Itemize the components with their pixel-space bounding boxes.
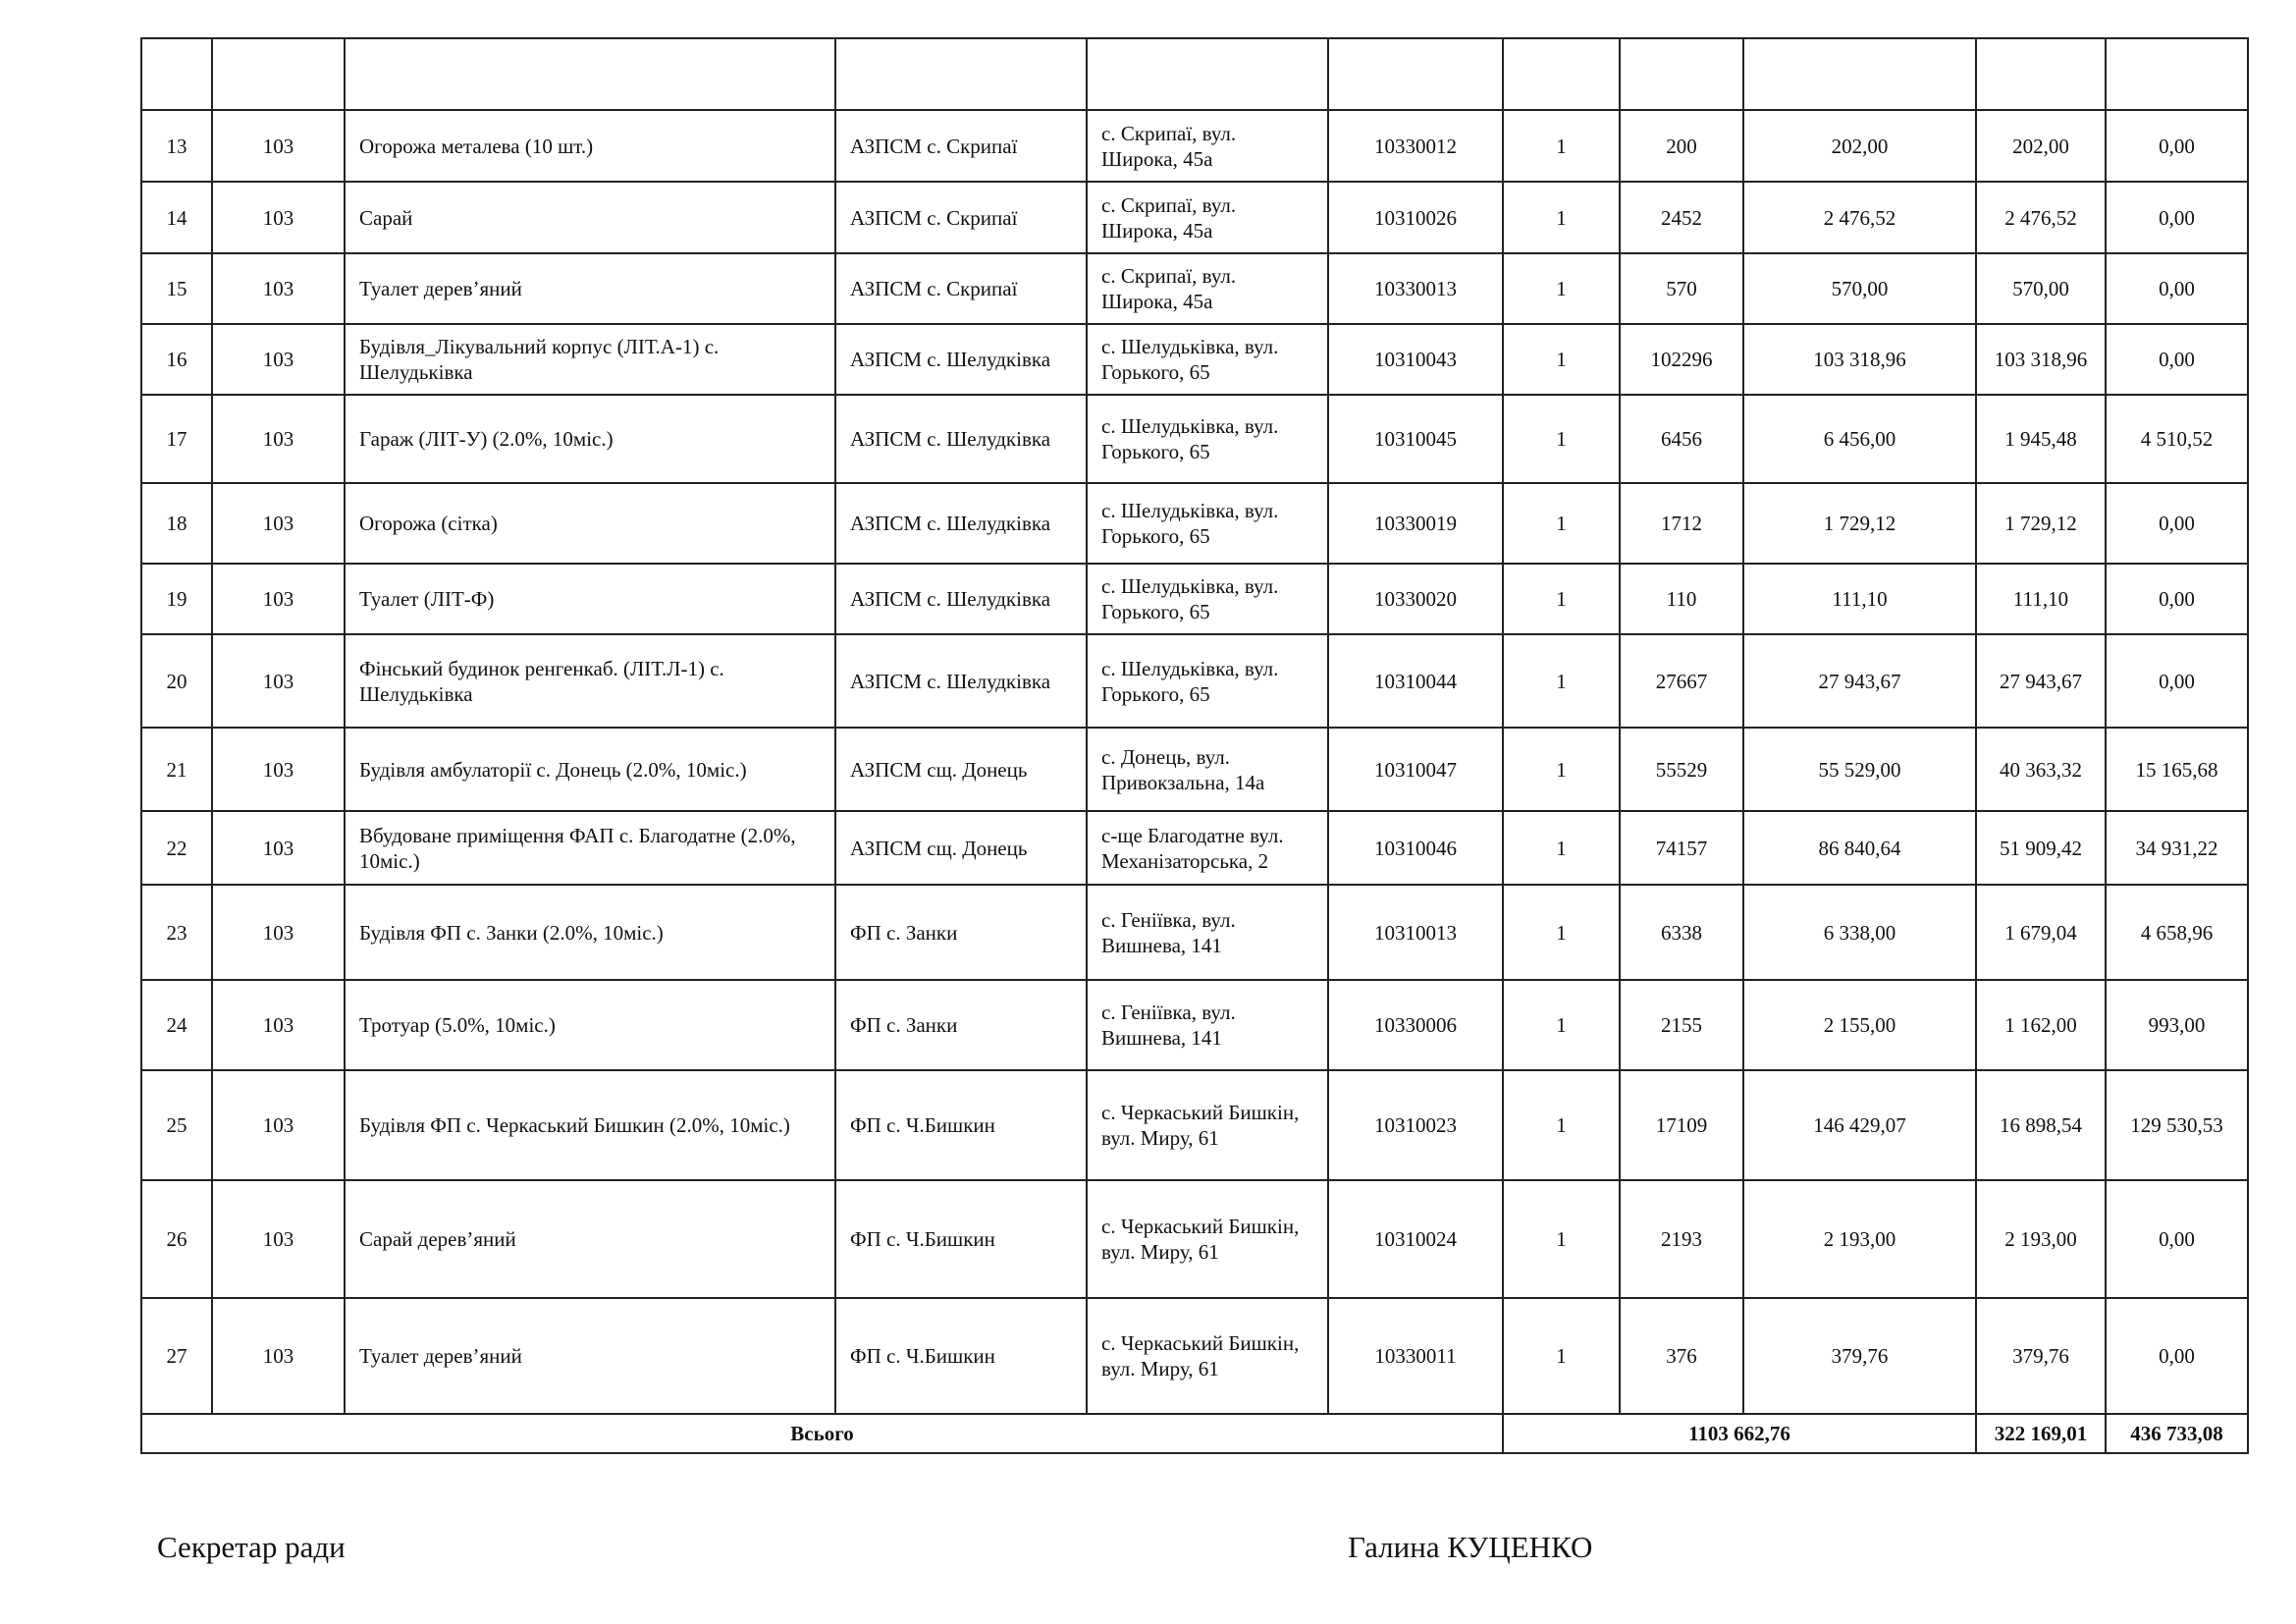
table-row xyxy=(141,324,2248,395)
address-cell: с. Геніївка, вул. Вишнева, 141 xyxy=(1087,980,1328,1070)
depreciation-cell: 16 898,54 xyxy=(1976,1070,2106,1180)
quantity-cell: 1 xyxy=(1503,980,1620,1070)
residual-value-cell: 0,00 xyxy=(2106,110,2248,182)
organization-cell: АЗПСМ с. Шелудківка xyxy=(835,483,1087,564)
depreciation-cell: 202,00 xyxy=(1976,110,2106,182)
asset-name-cell: Туалет дерев’яний xyxy=(345,253,835,324)
blank-cell xyxy=(1620,38,1743,110)
table-row xyxy=(141,728,2248,811)
organization-cell: АЗПСМ с. Шелудківка xyxy=(835,564,1087,634)
organization-cell: АЗПСМ с. Шелудківка xyxy=(835,395,1087,483)
residual-value-cell: 0,00 xyxy=(2106,1180,2248,1298)
quantity-cell: 1 xyxy=(1503,728,1620,811)
base-value-cell: 1712 xyxy=(1620,483,1743,564)
inventory-number-cell: 10310024 xyxy=(1328,1180,1503,1298)
inventory-number-cell: 10310047 xyxy=(1328,728,1503,811)
initial-value-cell: 2 155,00 xyxy=(1743,980,1976,1070)
address-cell: с. Геніївка, вул. Вишнева, 141 xyxy=(1087,885,1328,980)
account-cell: 103 xyxy=(212,324,345,395)
organization-cell: ФП с. Занки xyxy=(835,885,1087,980)
quantity-cell: 1 xyxy=(1503,811,1620,885)
initial-value-cell: 55 529,00 xyxy=(1743,728,1976,811)
address-cell: с. Черкаський Бишкін, вул. Миру, 61 xyxy=(1087,1070,1328,1180)
asset-name-cell: Фінський будинок ренгенкаб. (ЛІТ.Л-1) с. Шелудьківка xyxy=(345,634,835,728)
residual-value-cell: 0,00 xyxy=(2106,483,2248,564)
base-value-cell: 570 xyxy=(1620,253,1743,324)
quantity-cell: 1 xyxy=(1503,483,1620,564)
quantity-cell: 1 xyxy=(1503,564,1620,634)
table-row xyxy=(141,1070,2248,1180)
blank-cell xyxy=(212,38,345,110)
blank-cell xyxy=(345,38,835,110)
base-value-cell: 2155 xyxy=(1620,980,1743,1070)
quantity-cell: 1 xyxy=(1503,110,1620,182)
row-number-cell: 16 xyxy=(141,324,212,395)
blank-cell xyxy=(1976,38,2106,110)
residual-value-cell: 0,00 xyxy=(2106,564,2248,634)
quantity-cell: 1 xyxy=(1503,1298,1620,1414)
table-body xyxy=(141,38,2248,1414)
table-row xyxy=(141,811,2248,885)
initial-value-cell: 6 456,00 xyxy=(1743,395,1976,483)
base-value-cell: 6456 xyxy=(1620,395,1743,483)
base-value-cell: 376 xyxy=(1620,1298,1743,1414)
table-row xyxy=(141,980,2248,1070)
address-cell: с. Шелудьківка, вул. Горького, 65 xyxy=(1087,634,1328,728)
asset-name-cell: Будівля ФП с. Занки (2.0%, 10міс.) xyxy=(345,885,835,980)
organization-cell: АЗПСМ с. Скрипаї xyxy=(835,182,1087,253)
row-number-cell: 27 xyxy=(141,1298,212,1414)
depreciation-cell: 103 318,96 xyxy=(1976,324,2106,395)
residual-value-cell: 129 530,53 xyxy=(2106,1070,2248,1180)
organization-cell: АЗПСМ с. Шелудківка xyxy=(835,324,1087,395)
residual-value-cell: 993,00 xyxy=(2106,980,2248,1070)
account-cell: 103 xyxy=(212,395,345,483)
table-row xyxy=(141,483,2248,564)
depreciation-cell: 2 476,52 xyxy=(1976,182,2106,253)
inventory-number-cell: 10310013 xyxy=(1328,885,1503,980)
depreciation-cell: 1 945,48 xyxy=(1976,395,2106,483)
inventory-number-cell: 10330006 xyxy=(1328,980,1503,1070)
row-number-cell: 15 xyxy=(141,253,212,324)
inventory-number-cell: 10310043 xyxy=(1328,324,1503,395)
base-value-cell: 110 xyxy=(1620,564,1743,634)
base-value-cell: 27667 xyxy=(1620,634,1743,728)
blank-cell xyxy=(1328,38,1503,110)
address-cell: с. Донець, вул. Привокзальна, 14а xyxy=(1087,728,1328,811)
signature-name: Галина КУЦЕНКО xyxy=(1348,1530,1593,1564)
table-row xyxy=(141,395,2248,483)
account-cell: 103 xyxy=(212,1298,345,1414)
quantity-cell: 1 xyxy=(1503,634,1620,728)
property-table xyxy=(140,37,2249,1454)
depreciation-cell: 1 729,12 xyxy=(1976,483,2106,564)
address-cell: с. Черкаський Бишкін, вул. Миру, 61 xyxy=(1087,1180,1328,1298)
inventory-number-cell: 10310044 xyxy=(1328,634,1503,728)
residual-value-cell: 0,00 xyxy=(2106,253,2248,324)
inventory-number-cell: 10330012 xyxy=(1328,110,1503,182)
depreciation-cell: 379,76 xyxy=(1976,1298,2106,1414)
residual-value-cell: 4 510,52 xyxy=(2106,395,2248,483)
base-value-cell: 102296 xyxy=(1620,324,1743,395)
account-cell: 103 xyxy=(212,728,345,811)
inventory-number-cell: 10310046 xyxy=(1328,811,1503,885)
table-row xyxy=(141,564,2248,634)
account-cell: 103 xyxy=(212,483,345,564)
initial-value-cell: 146 429,07 xyxy=(1743,1070,1976,1180)
quantity-cell: 1 xyxy=(1503,885,1620,980)
base-value-cell: 2452 xyxy=(1620,182,1743,253)
account-cell: 103 xyxy=(212,182,345,253)
total-initial-value: 1103 662,76 xyxy=(1503,1414,1976,1453)
asset-name-cell: Вбудоване приміщення ФАП с. Благодатне (2.0%, 10міс.) xyxy=(345,811,835,885)
depreciation-cell: 27 943,67 xyxy=(1976,634,2106,728)
account-cell: 103 xyxy=(212,1070,345,1180)
depreciation-cell: 1 162,00 xyxy=(1976,980,2106,1070)
row-number-cell: 21 xyxy=(141,728,212,811)
asset-name-cell: Туалет (ЛІТ-Ф) xyxy=(345,564,835,634)
account-cell: 103 xyxy=(212,1180,345,1298)
table-row xyxy=(141,110,2248,182)
row-number-cell: 20 xyxy=(141,634,212,728)
inventory-number-cell: 10330013 xyxy=(1328,253,1503,324)
initial-value-cell: 2 193,00 xyxy=(1743,1180,1976,1298)
initial-value-cell: 1 729,12 xyxy=(1743,483,1976,564)
quantity-cell: 1 xyxy=(1503,1070,1620,1180)
asset-name-cell: Будівля ФП с. Черкаський Бишкин (2.0%, 10міс.) xyxy=(345,1070,835,1180)
residual-value-cell: 34 931,22 xyxy=(2106,811,2248,885)
asset-name-cell: Огорожа металева (10 шт.) xyxy=(345,110,835,182)
asset-name-cell: Сарай дерев’яний xyxy=(345,1180,835,1298)
account-cell: 103 xyxy=(212,811,345,885)
address-cell: с. Скрипаї, вул. Широка, 45а xyxy=(1087,182,1328,253)
blank-cell xyxy=(1743,38,1976,110)
depreciation-cell: 40 363,32 xyxy=(1976,728,2106,811)
row-number-cell: 19 xyxy=(141,564,212,634)
asset-name-cell: Гараж (ЛІТ-У) (2.0%, 10міс.) xyxy=(345,395,835,483)
depreciation-cell: 1 679,04 xyxy=(1976,885,2106,980)
address-cell: с-ще Благодатне вул. Механізаторська, 2 xyxy=(1087,811,1328,885)
address-cell: с. Шелудьківка, вул. Горького, 65 xyxy=(1087,395,1328,483)
row-number-cell: 25 xyxy=(141,1070,212,1180)
inventory-number-cell: 10330011 xyxy=(1328,1298,1503,1414)
residual-value-cell: 15 165,68 xyxy=(2106,728,2248,811)
base-value-cell: 6338 xyxy=(1620,885,1743,980)
blank-cell xyxy=(2106,38,2248,110)
address-cell: с. Шелудьківка, вул. Горького, 65 xyxy=(1087,483,1328,564)
account-cell: 103 xyxy=(212,253,345,324)
account-cell: 103 xyxy=(212,980,345,1070)
initial-value-cell: 27 943,67 xyxy=(1743,634,1976,728)
total-label: Всього xyxy=(141,1414,1503,1453)
asset-name-cell: Будівля_Лікувальний корпус (ЛІТ.А-1) с. Шелудьківка xyxy=(345,324,835,395)
signature-position: Секретар ради xyxy=(157,1530,346,1564)
quantity-cell: 1 xyxy=(1503,324,1620,395)
initial-value-cell: 379,76 xyxy=(1743,1298,1976,1414)
row-number-cell: 18 xyxy=(141,483,212,564)
base-value-cell: 200 xyxy=(1620,110,1743,182)
quantity-cell: 1 xyxy=(1503,182,1620,253)
blank-cell xyxy=(141,38,212,110)
quantity-cell: 1 xyxy=(1503,253,1620,324)
initial-value-cell: 202,00 xyxy=(1743,110,1976,182)
residual-value-cell: 0,00 xyxy=(2106,634,2248,728)
row-number-cell: 24 xyxy=(141,980,212,1070)
table-row xyxy=(141,634,2248,728)
organization-cell: ФП с. Ч.Бишкин xyxy=(835,1070,1087,1180)
address-cell: с. Шелудьківка, вул. Горького, 65 xyxy=(1087,324,1328,395)
table-footer xyxy=(141,1414,2248,1453)
base-value-cell: 17109 xyxy=(1620,1070,1743,1180)
quantity-cell: 1 xyxy=(1503,1180,1620,1298)
address-cell: с. Черкаський Бишкін, вул. Миру, 61 xyxy=(1087,1298,1328,1414)
account-cell: 103 xyxy=(212,634,345,728)
base-value-cell: 2193 xyxy=(1620,1180,1743,1298)
base-value-cell: 74157 xyxy=(1620,811,1743,885)
table-row xyxy=(141,253,2248,324)
organization-cell: АЗПСМ с. Шелудківка xyxy=(835,634,1087,728)
residual-value-cell: 0,00 xyxy=(2106,182,2248,253)
organization-cell: АЗПСМ с. Скрипаї xyxy=(835,253,1087,324)
depreciation-cell: 570,00 xyxy=(1976,253,2106,324)
asset-name-cell: Тротуар (5.0%, 10міс.) xyxy=(345,980,835,1070)
base-value-cell: 55529 xyxy=(1620,728,1743,811)
table-row xyxy=(141,1298,2248,1414)
account-cell: 103 xyxy=(212,885,345,980)
quantity-cell: 1 xyxy=(1503,395,1620,483)
table-row xyxy=(141,885,2248,980)
organization-cell: АЗПСМ сщ. Донець xyxy=(835,811,1087,885)
inventory-number-cell: 10310023 xyxy=(1328,1070,1503,1180)
organization-cell: АЗПСМ сщ. Донець xyxy=(835,728,1087,811)
row-number-cell: 23 xyxy=(141,885,212,980)
table-row xyxy=(141,182,2248,253)
account-cell: 103 xyxy=(212,564,345,634)
row-number-cell: 17 xyxy=(141,395,212,483)
row-number-cell: 22 xyxy=(141,811,212,885)
initial-value-cell: 6 338,00 xyxy=(1743,885,1976,980)
residual-value-cell: 4 658,96 xyxy=(2106,885,2248,980)
account-cell: 103 xyxy=(212,110,345,182)
asset-name-cell: Туалет дерев’яний xyxy=(345,1298,835,1414)
row-number-cell: 26 xyxy=(141,1180,212,1298)
row-number-cell: 13 xyxy=(141,110,212,182)
blank-cell xyxy=(835,38,1087,110)
inventory-number-cell: 10330020 xyxy=(1328,564,1503,634)
address-cell: с. Шелудьківка, вул. Горького, 65 xyxy=(1087,564,1328,634)
depreciation-cell: 2 193,00 xyxy=(1976,1180,2106,1298)
depreciation-cell: 111,10 xyxy=(1976,564,2106,634)
initial-value-cell: 86 840,64 xyxy=(1743,811,1976,885)
initial-value-cell: 570,00 xyxy=(1743,253,1976,324)
residual-value-cell: 0,00 xyxy=(2106,1298,2248,1414)
table-row-header-continuation xyxy=(141,38,2248,110)
asset-name-cell: Огорожа (сітка) xyxy=(345,483,835,564)
total-row xyxy=(141,1414,2248,1453)
organization-cell: ФП с. Ч.Бишкин xyxy=(835,1298,1087,1414)
blank-cell xyxy=(1087,38,1328,110)
address-cell: с. Скрипаї, вул. Широка, 45а xyxy=(1087,253,1328,324)
initial-value-cell: 103 318,96 xyxy=(1743,324,1976,395)
initial-value-cell: 111,10 xyxy=(1743,564,1976,634)
blank-cell xyxy=(1503,38,1620,110)
organization-cell: АЗПСМ с. Скрипаї xyxy=(835,110,1087,182)
row-number-cell: 14 xyxy=(141,182,212,253)
organization-cell: ФП с. Занки xyxy=(835,980,1087,1070)
inventory-number-cell: 10310026 xyxy=(1328,182,1503,253)
asset-name-cell: Сарай xyxy=(345,182,835,253)
table-row xyxy=(141,1180,2248,1298)
total-residual-value: 436 733,08 xyxy=(2106,1414,2248,1453)
initial-value-cell: 2 476,52 xyxy=(1743,182,1976,253)
asset-name-cell: Будівля амбулаторії с. Донець (2.0%, 10міс.) xyxy=(345,728,835,811)
inventory-number-cell: 10310045 xyxy=(1328,395,1503,483)
depreciation-cell: 51 909,42 xyxy=(1976,811,2106,885)
total-depreciation: 322 169,01 xyxy=(1976,1414,2106,1453)
organization-cell: ФП с. Ч.Бишкин xyxy=(835,1180,1087,1298)
address-cell: с. Скрипаї, вул. Широка, 45а xyxy=(1087,110,1328,182)
inventory-number-cell: 10330019 xyxy=(1328,483,1503,564)
residual-value-cell: 0,00 xyxy=(2106,324,2248,395)
